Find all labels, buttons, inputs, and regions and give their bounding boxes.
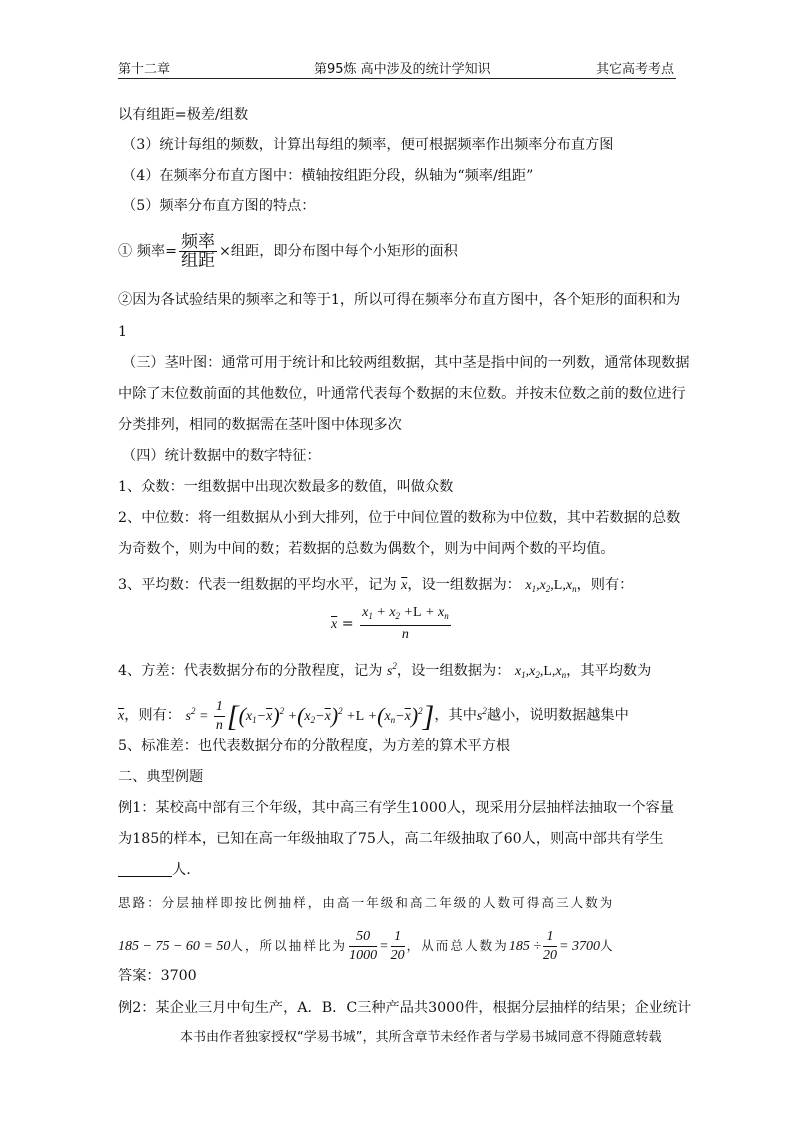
copyright-footer: 本书由作者独家授权“学易书城”，其所含章节未经作者与学易书城同意不得随意转载 xyxy=(180,1030,662,1045)
fraction: $\frac{x_1 + x_2 +L + x_n}{n}$ xyxy=(362,605,449,642)
s-squared: $s^2$ xyxy=(386,661,397,679)
header-chapter: 第十二章 xyxy=(118,62,171,77)
variance-definition-line: 4、方差：代表数据分布的分散程度，记为 $s^2$，设一组数据为： $x_1,x_2,L,x_n$，其平均数为 xyxy=(118,661,652,680)
text-line: （四）统计数据中的数字特征： xyxy=(122,448,321,464)
mean-definition-line: 3、平均数：代表一组数据的平均水平，记为 $\overline{x}$，设一组数据为： $x_1,x_2,L,x_n$，则有： xyxy=(118,577,634,594)
header-title: 第95炼 高中涉及的统计学知识 xyxy=(314,62,491,77)
page-header xyxy=(118,58,676,79)
text-line: 以有组距=极差/组数 xyxy=(118,107,249,123)
text-line: 中除了末位数前面的其他数位，叶通常代表每个数据的末位数。并按末位数之前的数位进行 xyxy=(118,386,686,402)
mean-formula: $\overline{x}$ = $\frac{x_1 + x_2 +L + x_n}{n}$ xyxy=(331,605,449,642)
frequency-formula-line: ① 频率= $\frac{\text{频率}}{\text{组距}}$ ×组距，即分布图中每个小矩形的面积 xyxy=(118,232,458,271)
text-line: 1 xyxy=(118,324,128,340)
text-line: 为奇数个，则为中间的数；若数据的总数为偶数个，则为中间两个数的平均值。 xyxy=(118,541,615,557)
header-section: 其它高考考点 xyxy=(595,62,674,77)
section-title: 二、典型例题 xyxy=(118,769,204,785)
solution-text: 思路：分层抽样即按比例抽样，由高一年级和高二年级的人数可得高三人数为 xyxy=(118,895,615,910)
text-line: （5）频率分布直方图的特点： xyxy=(122,198,316,214)
answer-line: 答案：3700 xyxy=(118,968,197,984)
text-line: （3）统计每组的频数，计算出每组的频率，便可根据频率作出频率分布直方图 xyxy=(122,137,614,153)
text-line: （4）在频率分布直方图中：横轴按组距分段，纵轴为“频率/组距” xyxy=(122,168,534,184)
answer-blank xyxy=(118,862,172,877)
s-squared: $s^2$ xyxy=(476,705,487,724)
text-line: 例2：某企业三月中旬生产，A．B．C三种产品共3000件，根据分层抽样的结果；企业统计 xyxy=(118,1000,692,1016)
text-line: ②因为各试验结果的频率之和等于1，所以可得在频率分布直方图中，各个矩形的面积和为 xyxy=(118,292,681,308)
data-list: $x_1,x_2,L,x_n$ xyxy=(525,578,577,594)
text-line: （三）茎叶图：通常可用于统计和比较两组数据，其中茎是指中间的一列数，通常体现数据 xyxy=(122,355,690,371)
xbar-symbol: $\overline{x}$ xyxy=(401,578,408,593)
text-line: 分类排列，相同的数据需在茎叶图中体现多次 xyxy=(118,417,402,433)
text-line: 为185的样本，已知在高一年级抽取了75人，高二年级抽取了60人，则高中部共有学生 xyxy=(118,831,664,847)
fraction: $\frac{\text{频率}}{\text{组距}}$ xyxy=(180,232,215,271)
data-list: $x_1,x_2,L,x_n$ xyxy=(514,664,567,680)
text-line: 1、众数：一组数据中出现次数最多的数值，叫做众数 xyxy=(118,479,454,495)
variance-formula-line: $\overline{x}$，则有： $s^2$ = $\frac{1}{n}$ $[(x_1-\overline{x})^2 +(x_2-\overline{x})^2 +L +(x_n-\overline{x})^2]$，其中$s^2$越小，说明数据越集中 xyxy=(118,699,629,733)
solution-formula-line: 185 − 75 − 60 = 50人，所以抽样比为 $\frac{50}{1000}$ = $\frac{1}{20}$ ，从而总人数为185 ÷ $\frac{1}{20}$ = 3700人 xyxy=(118,929,615,963)
text-line: 5、标准差：也代表数据分布的分散程度，为方差的算术平方根 xyxy=(118,738,511,754)
fill-in-line: 人. xyxy=(118,860,191,880)
variance-formula: $s^2$ = $\frac{1}{n}$ $[(x_1-\overline{x})^2 +(x_2-\overline{x})^2 +L +(x_n-\overline{x})^2]$ xyxy=(185,699,435,733)
text-line: 例1：某校高中部有三个年级，其中高三有学生1000人，现采用分层抽样法抽取一个容量 xyxy=(118,800,674,816)
text-line: 2、中位数：将一组数据从小到大排列，位于中间位置的数称为中位数，其中若数据的总数 xyxy=(118,510,681,526)
